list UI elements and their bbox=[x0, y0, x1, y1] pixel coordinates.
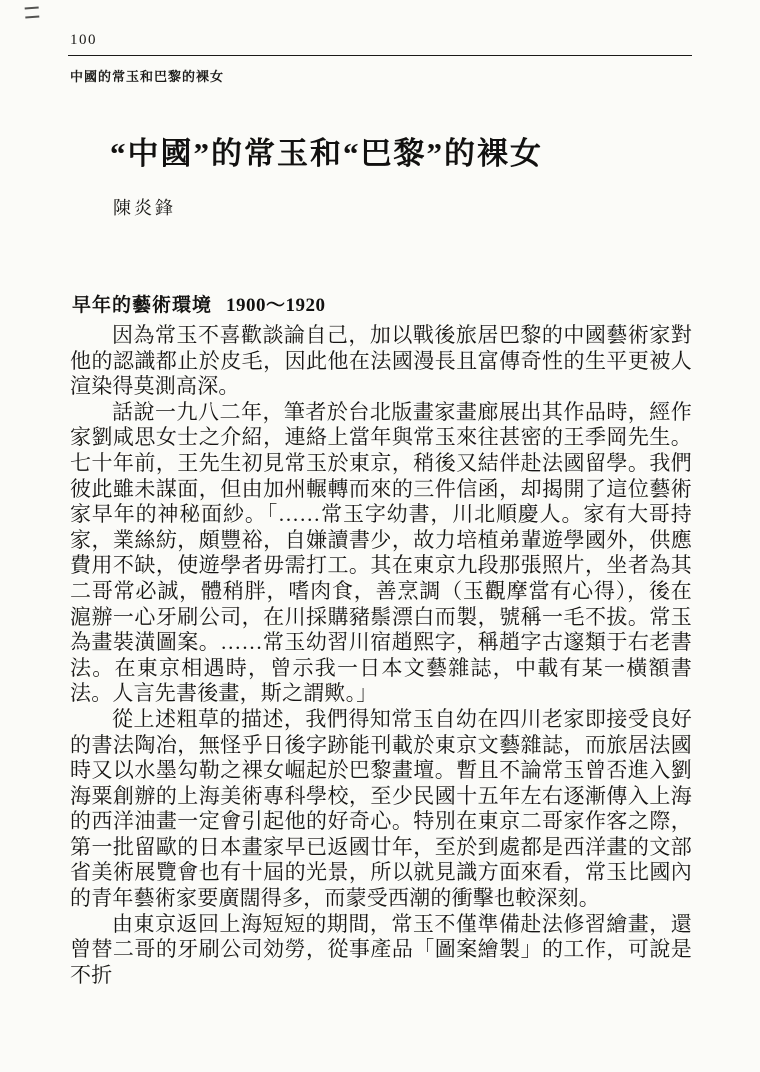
article-title: “中國”的常玉和“巴黎”的裸女 bbox=[110, 136, 543, 171]
running-head: 中國的常玉和巴黎的裸女 bbox=[70, 69, 225, 84]
section-heading bbox=[72, 290, 326, 317]
author-name: 陳炎鋒 bbox=[113, 198, 176, 218]
section-heading-text: 早年的藝術環境 bbox=[72, 295, 213, 316]
page-number: 100 bbox=[70, 32, 97, 48]
paragraph-2: 話說一九八二年，筆者於台北版畫家畫廊展出其作品時，經作家劉咸思女士之介紹，連絡上當年與常玉來往甚密的王季岡先生。七十年前，王先生初見常玉於東京，稍後又結伴赴法國留學。我們彼此雖未謀面，但由加州輾轉而來的三件信函，却揭開了這位藝術家早年的神秘面紗。「……常玉字幼書，川北順慶人。家有大哥持家，業絲紡，頗豐裕，自嫌讀書少，故力培植弟輩遊學國外，供應費用不缺，使遊學者毋需打工。其在東京九段那張照片，坐者為其二哥常必誠，體稍胖，嗜肉食，善烹調（玉觀摩當有心得），後在滬辦一心牙刷公司，在川採購豬鬃漂白而製，號稱一毛不拔。常玉為畫裝潢圖案。……常玉幼習川宿趙熙字，稱趙字古邃類于右老書法。在東京相遇時，曾示我一日本文藝雜誌，中載有某一橫額書法。人言先書後畫，斯之謂歟。」 bbox=[70, 399, 692, 706]
section-heading-years: 1900～1920 bbox=[226, 295, 326, 316]
scan-artifact-mark bbox=[25, 7, 40, 19]
paragraph-3: 從上述粗草的描述，我們得知常玉自幼在四川老家即接受良好的書法陶冶，無怪乎日後字跡能刊載於東京文藝雜誌，而旅居法國時又以水墨勾勒之裸女崛起於巴黎畫壇。暫且不論常玉曾否進入劉海粟創辦的上海美術專科學校，至少民國十五年左右逐漸傳入上海的西洋油畫一定會引起他的好奇心。特別在東京二哥家作客之際，第一批留歐的日本畫家早已返國廿年，至於到處都是西洋畫的文部省美術展覽會也有十屆的光景，所以就見識方面來看，常玉比國內的青年藝術家要廣闊得多，而蒙受西潮的衝擊也較深刻。 bbox=[70, 706, 692, 911]
header-rule bbox=[68, 55, 692, 56]
paragraph-4: 由東京返回上海短短的期間，常玉不僅準備赴法修習繪畫，還曾替二哥的牙刷公司効勞，從事產品「圖案繪製」的工作，可說是不折 bbox=[70, 911, 692, 987]
paragraph-1: 因為常玉不喜歡談論自己，加以戰後旅居巴黎的中國藝術家對他的認識都止於皮毛，因此他在法國漫長且富傳奇性的生平更被人渲染得莫測高深。 bbox=[70, 323, 692, 399]
article-body bbox=[70, 323, 692, 988]
